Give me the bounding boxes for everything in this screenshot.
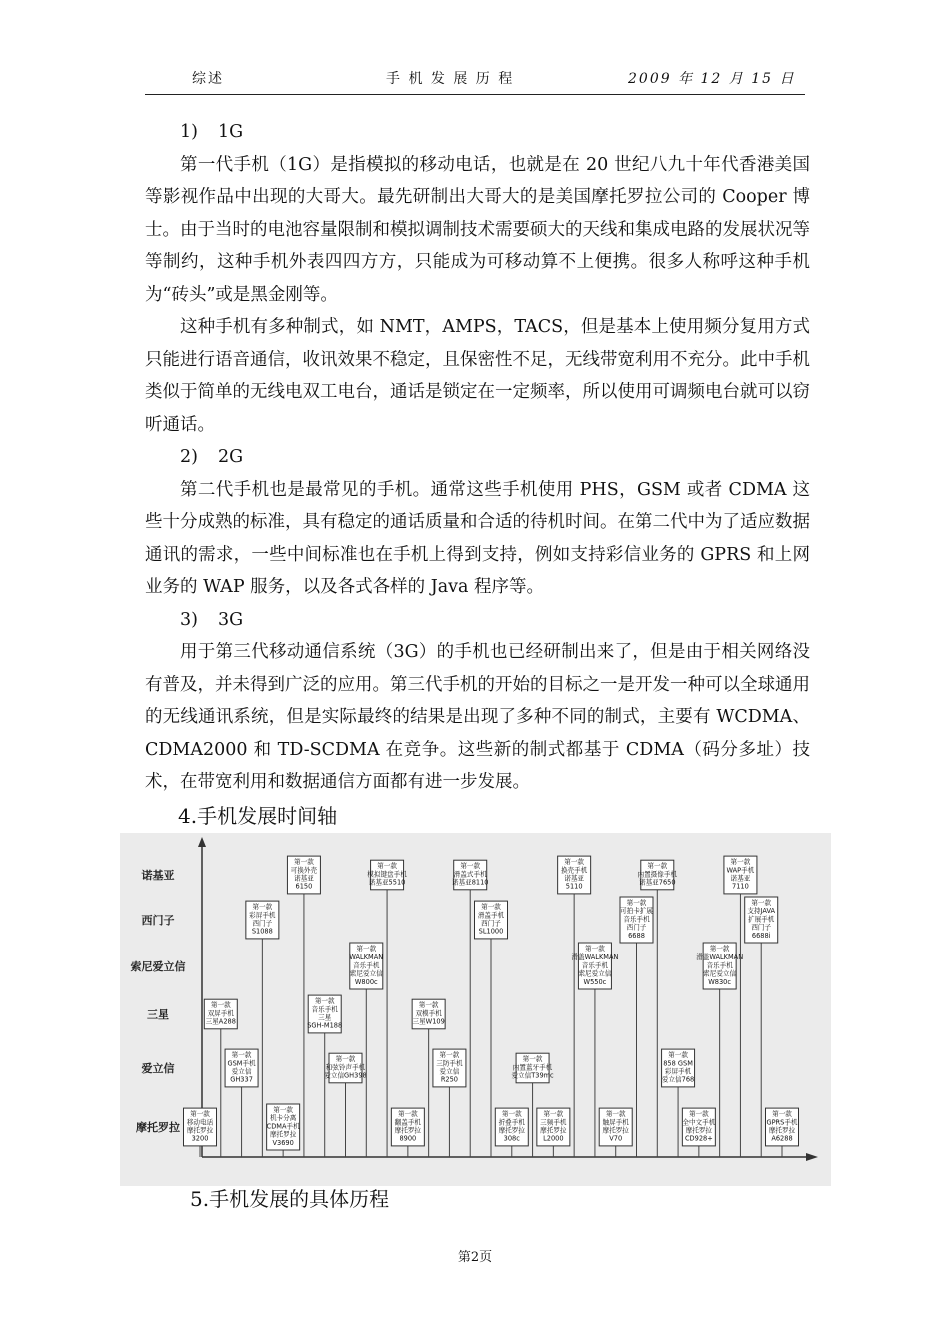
timeline-box-text: 索尼爱立信 (578, 969, 612, 978)
timeline-box-text: 可拍卡扩展 (620, 907, 653, 916)
timeline-box-text: 第一款 (668, 1051, 688, 1060)
timeline-box-text: 858 GSM (663, 1059, 693, 1068)
timeline-box-text: 爱立信GH398 (324, 1071, 367, 1080)
timeline-box-text: 第一款 (210, 1001, 231, 1010)
timeline-box-text: 第一款 (564, 858, 585, 867)
timeline-box-text: WAP手机 (726, 866, 755, 875)
timeline-box-text: 三星A288 (205, 1017, 236, 1026)
timeline-box-text: 诺基亚 (294, 874, 314, 883)
timeline-box-text: 三星 (318, 1013, 332, 1022)
timeline-box-text: 摩托罗拉 (269, 1130, 297, 1139)
timeline-brand-label: 索尼爱立信 (130, 960, 186, 973)
section-3-paragraph-1: 用于第三代移动通信系统（3G）的手机也已经研制出来了，但是由于相关网络没有普及，并未得到广泛的应用。第三代手机的开始的目标之一是开发一种可以全球通用的无线通讯系统，但是实际最终的结果是出现了多种不同的制式，主要有 WCDMA、CDMA2000 和 TD-SCDMA 在竞争。这些新的制式都基于 CDMA（码分多址）技术，在带宽利用和数据通信方面都有进一步发展。 (145, 642, 810, 792)
timeline-box-text: 7110 (732, 882, 749, 891)
timeline-box-text: 3200 (191, 1134, 209, 1143)
timeline-box-text: 第一款 (190, 1110, 210, 1119)
timeline-box-text: 爱立信 (439, 1067, 460, 1076)
section-2-paragraph-1: 第二代手机也是最常见的手机。通常这些手机使用 PHS，GSM 或者 CDMA 这些十分成熟的标准，具有稳定的通话质量和合适的待机时间。在第二代中为了适应数据通讯的需求，一些中间标准也在手机上得到支持，例如支持彩信业务的 GPRS 和上网业务的 WAP 服务，以及各式各样的 Java 程序等。 (145, 479, 810, 597)
timeline-box-text: 诺基亚7650 (639, 878, 676, 887)
timeline-box-text: 诺基亚5510 (368, 878, 406, 887)
timeline-box-text: 第一款 (439, 1051, 460, 1060)
timeline-box-text: 摩托罗拉 (394, 1126, 422, 1135)
timeline-box-text: L2000 (543, 1134, 564, 1143)
timeline-box-text: 摩托罗拉 (602, 1126, 629, 1135)
section-1-heading (145, 116, 810, 149)
timeline-box-text: 摩托罗拉 (768, 1126, 796, 1135)
header-title: 手 机 发 展 历 程 (386, 71, 515, 87)
timeline-box-text: 第一款 (772, 1110, 792, 1119)
timeline-box-text: 第一款 (294, 858, 314, 867)
timeline-box-text: 触屏手机 (602, 1118, 629, 1127)
timeline-box-text: 第一款 (688, 1110, 709, 1119)
timeline-box-text: 第一款 (522, 1055, 543, 1064)
timeline-box-text: 第一款 (709, 945, 730, 953)
header-date: 2009 年 12 月 15 日 (628, 71, 796, 87)
timeline-box-text: 移动电话 (186, 1118, 214, 1127)
timeline-box-text: 诺基亚 (564, 874, 585, 883)
timeline-box-text: 第一款 (730, 858, 751, 867)
timeline-box-text: 6688 (628, 931, 645, 940)
timeline-box-text: 音乐手机 (353, 961, 380, 970)
timeline-box-text: 模拟键盘手机 (367, 870, 407, 879)
timeline-box-text: CDMA手机 (266, 1122, 300, 1131)
page-footer: 第2页 (457, 1250, 493, 1265)
timeline-box-text: 机卡分离 (269, 1114, 297, 1123)
timeline-box-text: 支持JAVA (747, 907, 776, 916)
timeline-box-text: 摩托罗拉 (540, 1126, 567, 1135)
timeline-box-text: CD928+ (684, 1134, 713, 1143)
timeline-box-text: 摩托罗拉 (685, 1126, 713, 1135)
timeline-box-text: W800c (354, 977, 378, 986)
timeline-box-text: 双屏手机 (207, 1009, 234, 1018)
timeline-box-text: 三防手机 (436, 1059, 463, 1068)
timeline-box-text: 滑盖手机 (477, 911, 505, 920)
timeline-box-text: 第一款 (751, 899, 772, 907)
timeline-box-text: S1088 (251, 927, 273, 936)
timeline-box-text: 三频手机 (540, 1118, 567, 1127)
heading-history: 5.手机发展的具体历程 (190, 1187, 390, 1211)
timeline-box-text: V3690 (272, 1138, 294, 1147)
timeline-box-text: 索尼爱立信 (703, 969, 737, 978)
timeline-box-text: 爱立信T39mc (511, 1071, 554, 1080)
timeline-box-text: 索尼爱立信 (349, 969, 383, 978)
timeline-box-text: 滑盖WALKMAN (696, 953, 744, 962)
timeline-box-text: 折叠手机 (498, 1118, 525, 1127)
timeline-box-text: 第一款 (314, 997, 335, 1006)
timeline-box-text: 滑盖式手机 (453, 870, 487, 879)
timeline-box-text: 第一款 (231, 1051, 252, 1060)
timeline-box-text: GSM手机 (227, 1059, 256, 1068)
timeline-box-text: 第一款 (647, 862, 668, 871)
timeline-brand-label: 摩托罗拉 (136, 1121, 180, 1134)
timeline-brand-label: 诺基亚 (141, 869, 175, 882)
timeline-box-text: WALKMAN (349, 953, 384, 962)
timeline-box-text: A6288 (771, 1134, 793, 1143)
timeline-box-text: 音乐手机 (581, 961, 609, 970)
timeline-box-text: 第一款 (501, 1110, 522, 1119)
timeline-box-text: 音乐手机 (706, 961, 733, 970)
timeline-box-text: 诺基亚 (730, 874, 751, 883)
timeline-box-text: 西门子 (481, 919, 501, 928)
timeline-box-text: 第一款 (252, 903, 273, 912)
section-3-number: 3) (180, 609, 198, 630)
section-1-number: 1) (180, 122, 198, 142)
timeline-box-text: 第一款 (273, 1106, 294, 1114)
timeline-box-text: 第一款 (460, 862, 481, 871)
timeline-brand-label: 三星 (147, 1008, 169, 1021)
timeline-box-text: 第一款 (418, 1001, 439, 1010)
timeline-box-text: GH337 (230, 1075, 253, 1084)
timeline-box-text: 换壳手机 (560, 866, 588, 875)
timeline-box-text: 音乐手机 (623, 915, 650, 924)
timeline-box-text: 第一款 (397, 1110, 418, 1119)
timeline-box-text: R250 (440, 1075, 459, 1084)
section-2-title: 2G (218, 447, 244, 467)
timeline-box-text: 第一款 (335, 1055, 356, 1064)
timeline-box-text: 可换外壳 (290, 866, 318, 875)
heading-timeline: 4.手机发展时间轴 (178, 804, 338, 828)
timeline-brand-label: 爱立信 (141, 1062, 175, 1075)
timeline-box-text: 第一款 (626, 899, 647, 907)
section-2-number: 2) (180, 447, 198, 467)
section-1-paragraph-2: 这种手机有多种制式，如 NMT，AMPS，TACS，但是基本上使用频分复用方式只能进行语音通信，收讯效果不稳定，且保密性不足，无线带宽利用不充分。此中手机类似于简单的无线电双工电台，通话是锁定在一定频率，所以使用可调频电台就可以窃听通话。 (145, 317, 810, 435)
timeline-box-text: 第一款 (543, 1110, 564, 1119)
timeline-box-text: W830c (708, 977, 732, 986)
timeline-box-text: 308c (503, 1134, 520, 1143)
timeline-box-text: 第一款 (377, 862, 397, 871)
timeline-box-text: V70 (609, 1134, 623, 1143)
timeline-box-text: 第一款 (356, 945, 377, 953)
timeline-y-arrow (198, 837, 206, 847)
header-left: 综述 (192, 71, 224, 87)
section-1-title: 1G (218, 122, 244, 142)
timeline-box-text: 爱立信768 (661, 1075, 695, 1084)
timeline-box-text: 6688i (751, 931, 771, 940)
page-header (0, 68, 950, 90)
timeline-box-text: 内置蓝牙手机 (512, 1063, 553, 1072)
timeline-box-text: 8900 (399, 1134, 417, 1143)
timeline-box-text: 第一款 (605, 1110, 626, 1119)
timeline-box-text: SGH-M188 (307, 1021, 343, 1030)
timeline-box-text: 音乐手机 (311, 1005, 338, 1014)
timeline-box-text: 西门子 (626, 923, 647, 932)
section-2-heading (145, 441, 810, 474)
timeline-box-text: 内置摄像手机 (637, 870, 678, 879)
section-3-title: 3G (218, 609, 244, 630)
timeline-box-text: 双模手机 (415, 1009, 442, 1018)
timeline-x-arrow (806, 1153, 818, 1161)
timeline-box-text: 彩屏手机 (664, 1067, 692, 1076)
section-3-heading (145, 604, 810, 637)
timeline-box-text: 5110 (565, 882, 583, 891)
timeline-box-text: 和弦铃声手机 (325, 1063, 366, 1072)
timeline-box-text: 三星W109 (412, 1017, 445, 1026)
timeline-box-text: 扩展手机 (748, 915, 775, 924)
timeline-box-text: 第一款 (481, 903, 501, 912)
timeline-box-text: 爱立信 (231, 1067, 252, 1076)
timeline-svg (120, 833, 831, 1186)
timeline-box-text: 诺基亚8110 (451, 878, 489, 887)
timeline-box-text: 摩托罗拉 (498, 1126, 525, 1135)
timeline-box-text: 西门子 (751, 923, 772, 932)
timeline-box-text: 彩屏手机 (249, 911, 276, 920)
timeline-box-text: 6150 (295, 882, 313, 891)
timeline-box-text: GPRS手机 (766, 1118, 798, 1127)
timeline-figure (120, 833, 831, 1186)
header-rule (145, 94, 805, 95)
timeline-box-text: W550c (583, 977, 607, 986)
timeline-box-text: 摩托罗拉 (186, 1126, 214, 1135)
timeline-box-text: SL1000 (478, 927, 504, 936)
section-1-paragraph-1: 第一代手机（1G）是指模拟的移动电话，也就是在 20 世纪八九十年代香港美国等影视作品中出现的大哥大。最先研制出大哥大的是美国摩托罗拉公司的 Cooper 博士。由于当时的电池容量限制和模拟调制技术需要硕大的天线和集成电路的发展状况等等制约，这种手机外表四四方方，只能成为可移动算不上便携。很多人称呼这种手机为“砖头”或是黑金刚等。 (145, 154, 810, 305)
timeline-box-text: 滑盖WALKMAN (571, 953, 619, 962)
timeline-box-text: 翻盖手机 (394, 1118, 422, 1127)
timeline-box-text: 全中文手机 (682, 1118, 716, 1127)
timeline-box-text: 西门子 (252, 919, 273, 928)
article-body (145, 116, 810, 799)
timeline-box-text: 第一款 (585, 945, 605, 953)
timeline-brand-label: 西门子 (141, 914, 175, 927)
